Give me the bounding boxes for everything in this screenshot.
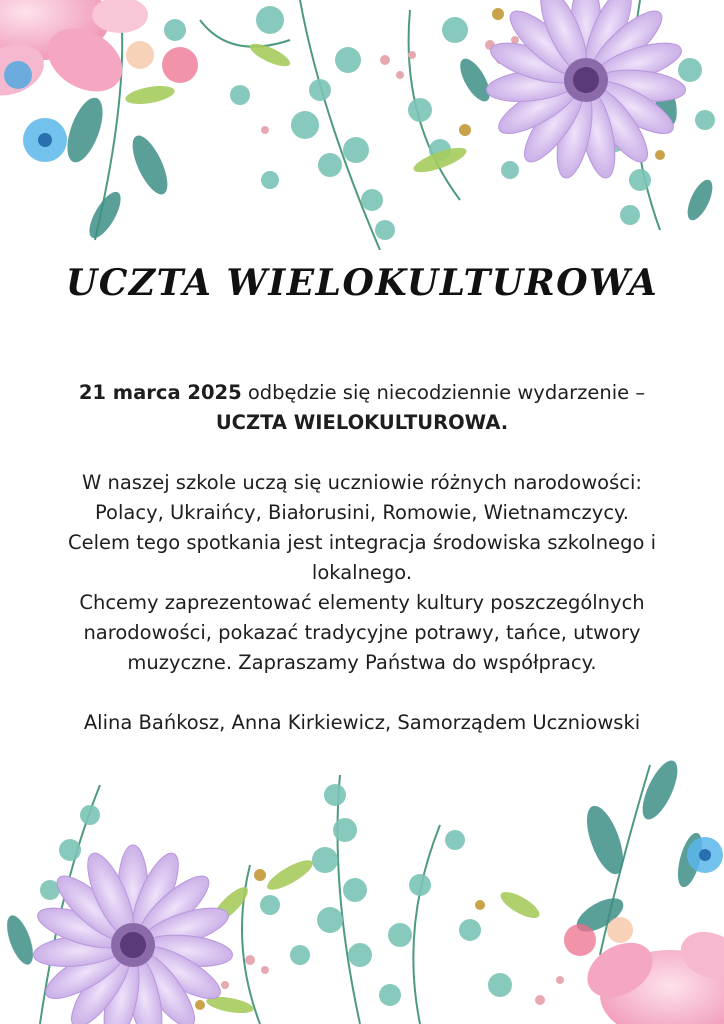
body-line-5: Chcemy zaprezentować elementy kultury poszczególnych [79, 591, 645, 614]
announcement-text [30, 378, 694, 738]
body-line-6: narodowości, pokazać tradycyjne potrawy, tańce, utwory [83, 621, 641, 644]
floral-decoration-top [0, 0, 724, 250]
event-date: 21 marca 2025 [78, 381, 242, 404]
event-name: UCZTA WIELOKULTUROWA. [215, 411, 509, 434]
floral-decoration-bottom [0, 755, 724, 1024]
intro-text: odbędzie się niecodziennie wydarzenie – [241, 381, 646, 404]
pink-flower-bottom-icon [578, 924, 724, 1024]
page-title: UCZTA WIELOKULTUROWA [65, 262, 659, 304]
body-line-4: lokalnego. [311, 561, 413, 584]
body-line-7: muzyczne. Zapraszamy Państwa do współpracy. [127, 651, 597, 674]
pink-flower-icon [0, 0, 148, 105]
body-line-3: Celem tego spotkania jest integracja środowiska szkolnego i [67, 531, 656, 554]
signature: Alina Bańkosz, Anna Kirkiewicz, Samorządem Uczniowski [83, 711, 641, 734]
intro-line [30, 378, 694, 408]
coral-blossom-icon [126, 41, 198, 83]
body-line-2: Polacy, Ukraińcy, Białorusini, Romowie, Wietnamczycy. [94, 501, 629, 524]
blue-flower-bottom-icon [687, 837, 723, 873]
body-line-1: W naszej szkole uczą się uczniowie różnych narodowości: [82, 471, 642, 494]
purple-daisy-bottom-icon [32, 845, 234, 1024]
